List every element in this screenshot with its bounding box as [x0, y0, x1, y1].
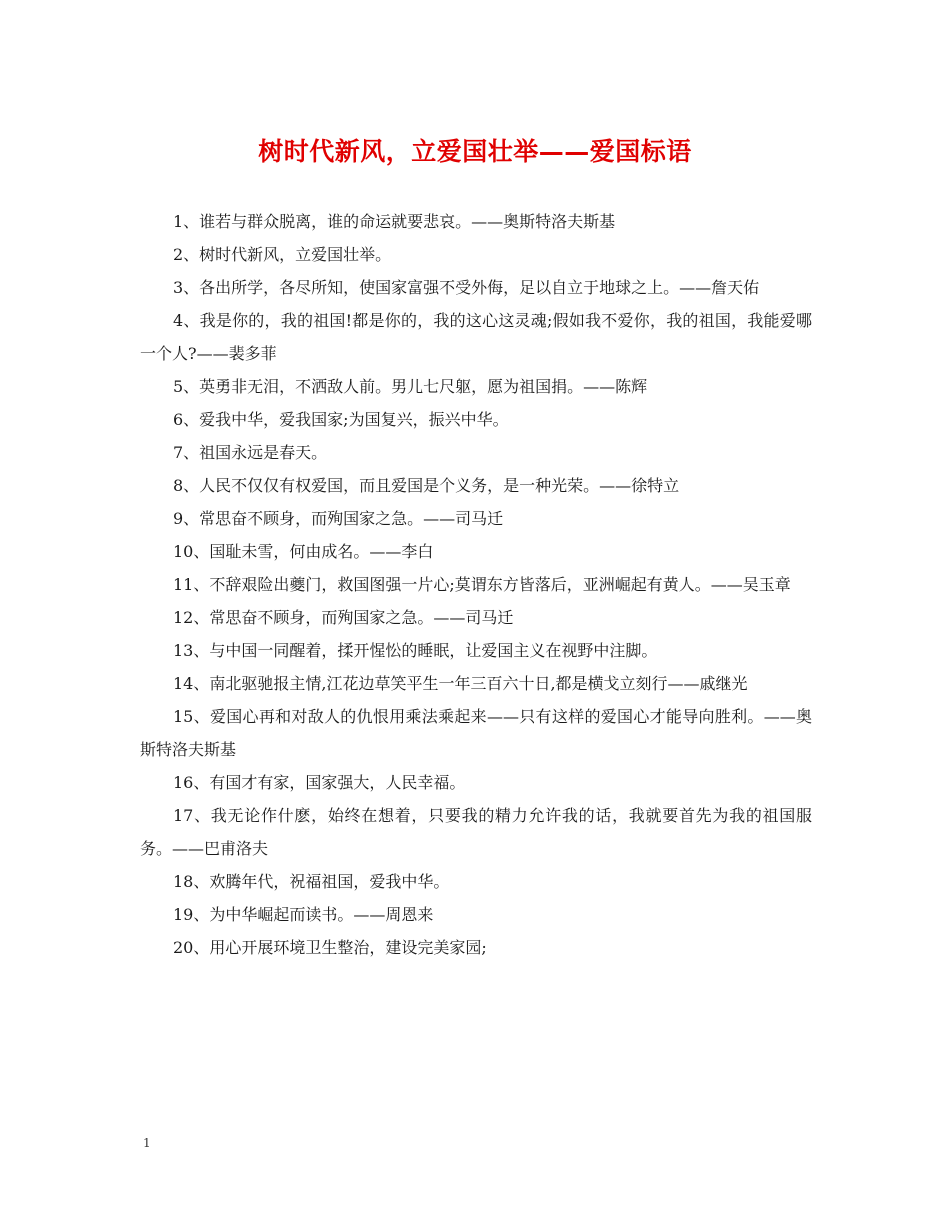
list-item: 10、国耻未雪，何由成名。——李白 — [173, 542, 434, 561]
list-item: 11、不辞艰险出夔门，救国图强一片心;莫谓东方皆落后，亚洲崛起有黄人。——吴玉章 — [173, 575, 791, 594]
list-item: 6、爱我中华，爱我国家;为国复兴，振兴中华。 — [173, 410, 509, 429]
list-item: 8、人民不仅仅有权爱国，而且爱国是个义务，是一种光荣。——徐特立 — [173, 476, 680, 495]
list-item: 15、爱国心再和对敌人的仇恨用乘法乘起来——只有这样的爱国心才能导向胜利。——奥斯特洛夫斯基 — [140, 707, 812, 759]
slogan-list — [140, 205, 812, 964]
list-item: 9、常思奋不顾身，而殉国家之急。——司马迁 — [173, 509, 504, 528]
list-item: 16、有国才有家，国家强大，人民幸福。 — [173, 773, 466, 792]
document-title: 树时代新风，立爱国壮举——爱国标语 — [258, 137, 692, 166]
page-number: 1 — [143, 1136, 151, 1150]
list-item: 14、南北驱驰报主情,江花边草笑平生一年三百六十日,都是横戈立刻行——戚继光 — [173, 674, 748, 693]
list-item: 5、英勇非无泪，不洒敌人前。男儿七尺躯，愿为祖国捐。——陈辉 — [173, 377, 648, 396]
list-item: 3、各出所学，各尽所知，使国家富强不受外侮，足以自立于地球之上。——詹天佑 — [173, 278, 760, 297]
list-item: 13、与中国一同醒着，揉开惺忪的睡眠，让爱国主义在视野中注脚。 — [173, 641, 658, 660]
list-item: 4、我是你的，我的祖国!都是你的，我的这心这灵魂;假如我不爱你，我的祖国，我能爱哪一个人?——裴多菲 — [140, 311, 812, 363]
list-item: 20、用心开展环境卫生整治，建设完美家园; — [173, 938, 487, 957]
list-item: 17、我无论作什麽，始终在想着，只要我的精力允许我的话，我就要首先为我的祖国服务。——巴甫洛夫 — [140, 806, 812, 858]
list-item: 1、谁若与群众脱离，谁的命运就要悲哀。——奥斯特洛夫斯基 — [173, 212, 616, 231]
list-item: 18、欢腾年代，祝福祖国，爱我中华。 — [173, 872, 450, 891]
list-item: 19、为中华崛起而读书。——周恩来 — [173, 905, 434, 924]
list-item: 12、常思奋不顾身，而殉国家之急。——司马迁 — [173, 608, 514, 627]
list-item: 2、树时代新风，立爱国壮举。 — [173, 245, 392, 264]
list-item: 7、祖国永远是春天。 — [173, 443, 328, 462]
